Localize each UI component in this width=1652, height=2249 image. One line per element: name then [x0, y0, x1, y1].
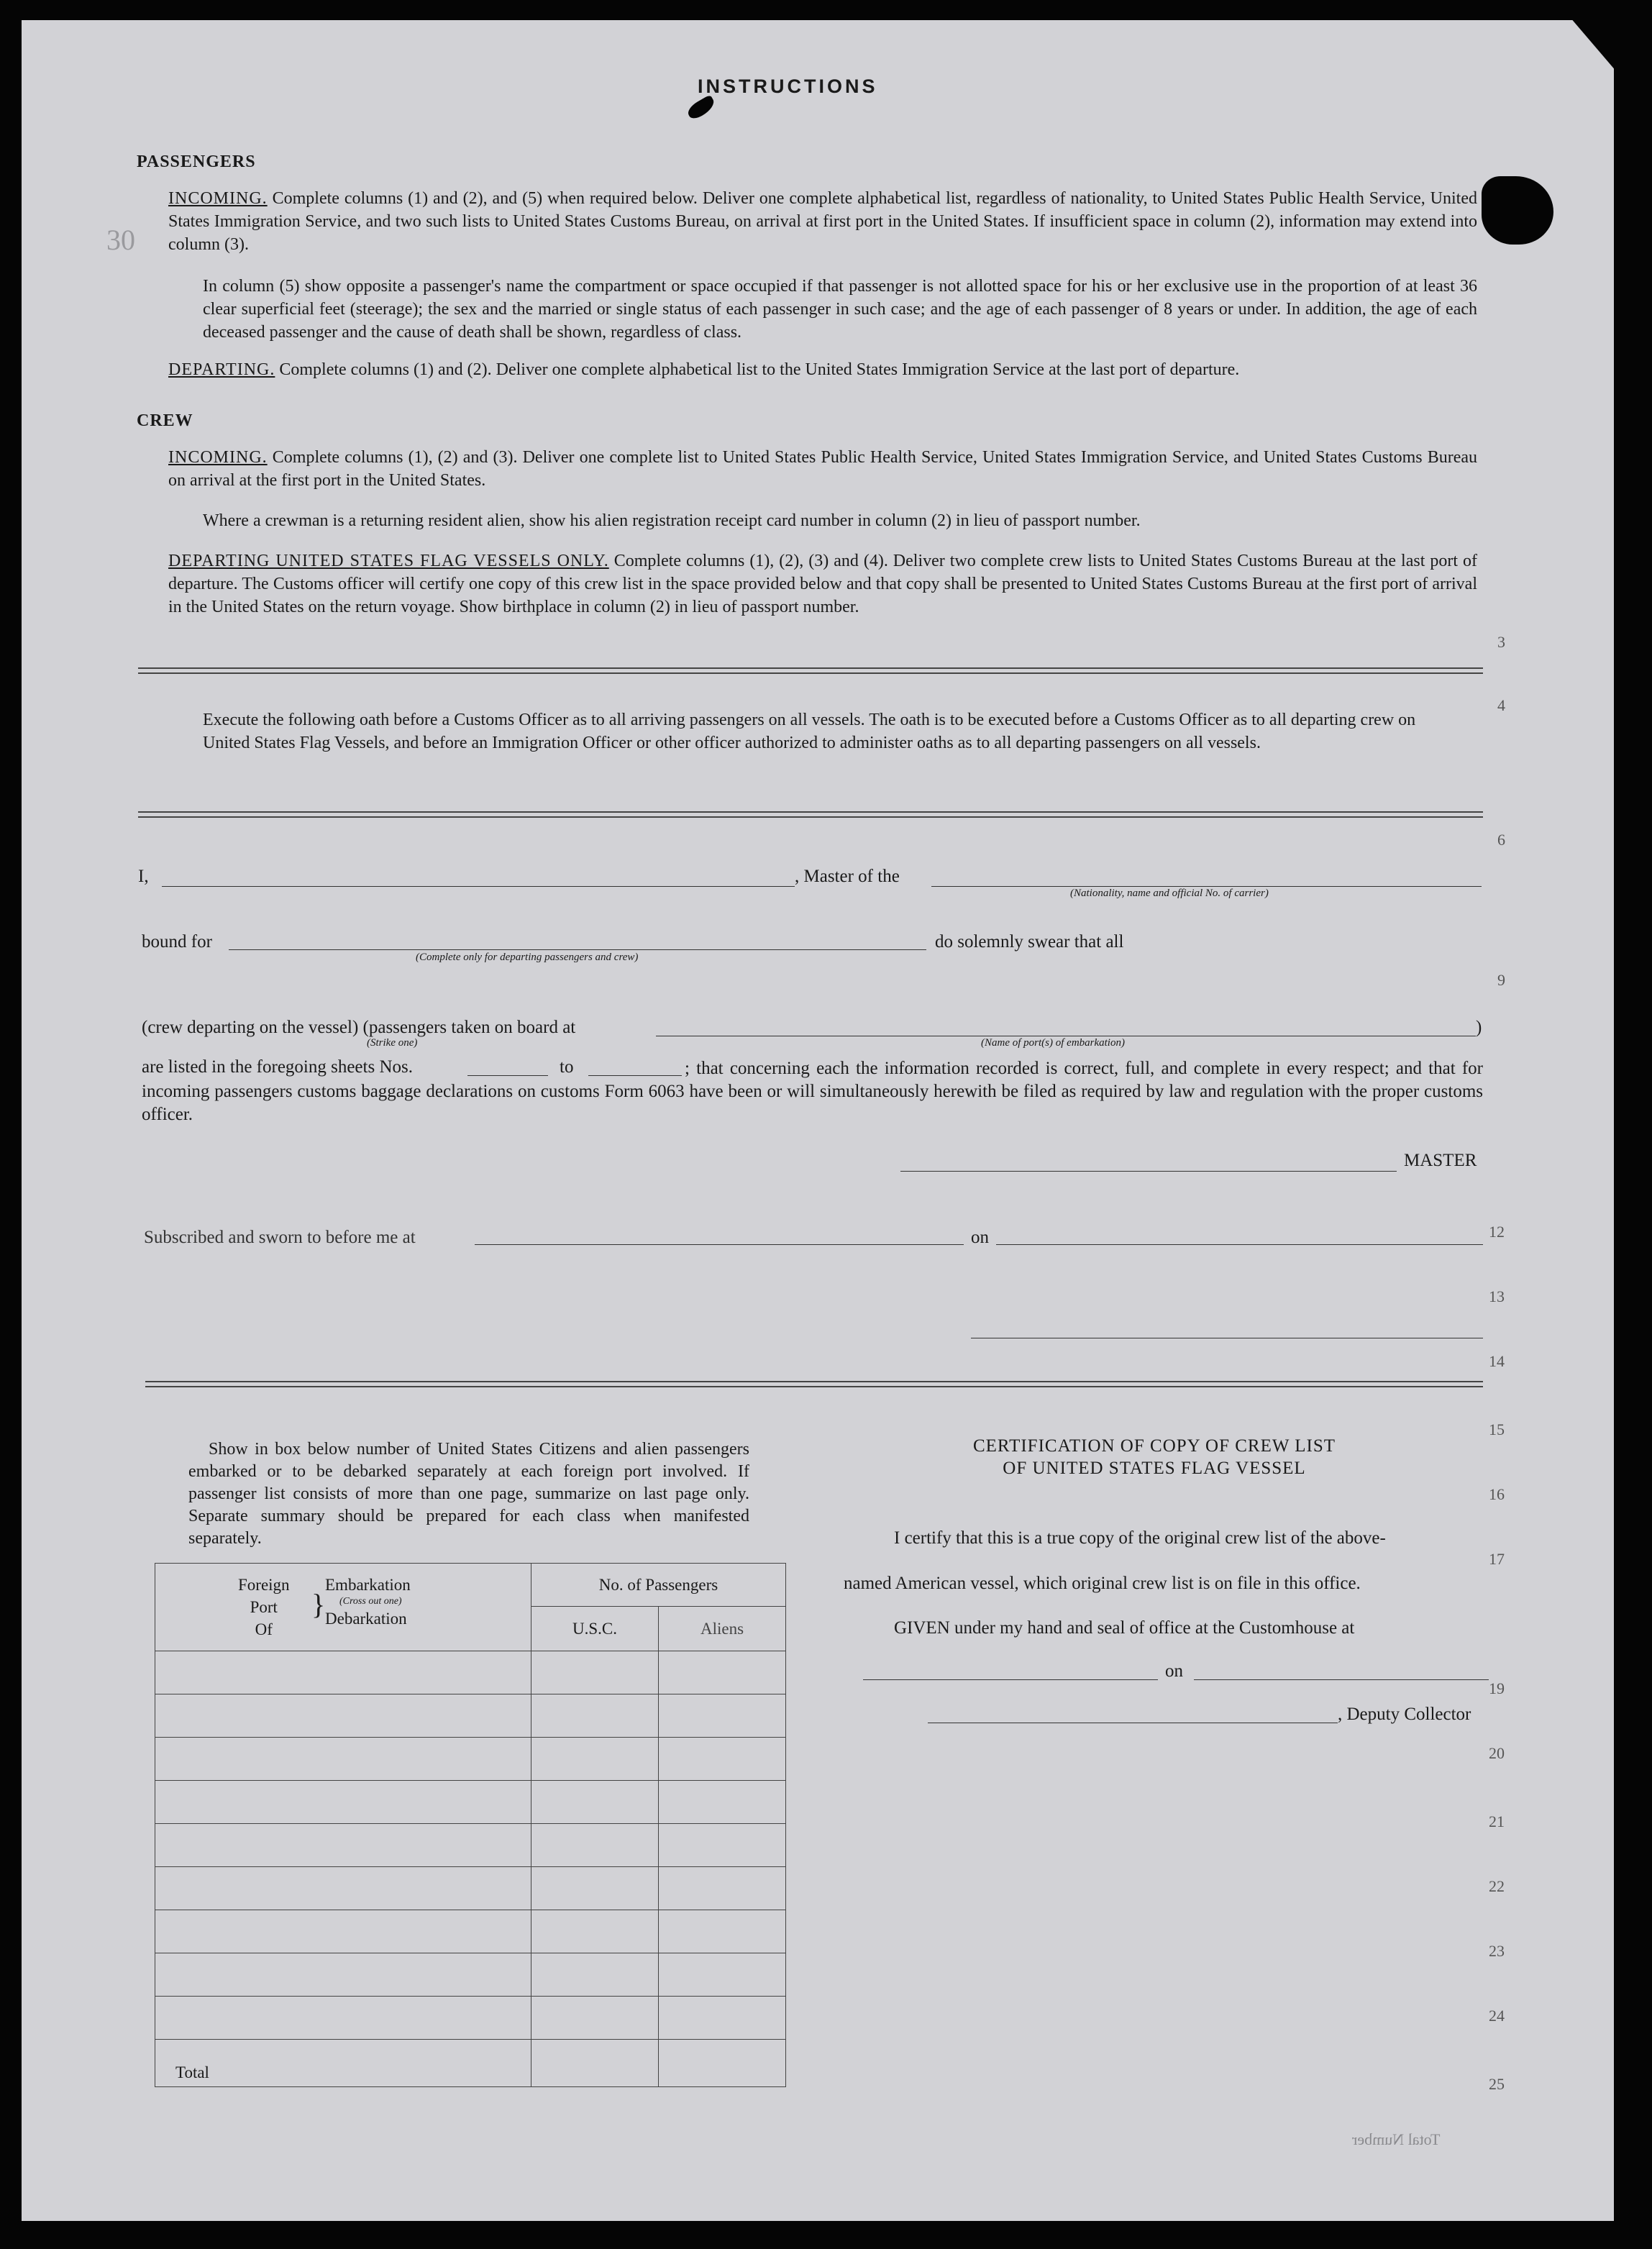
total-label: Total	[155, 2040, 531, 2087]
usc-cell[interactable]	[531, 1953, 659, 1997]
margin-number: 20	[1489, 1744, 1505, 1762]
margin-number: 4	[1497, 696, 1505, 714]
passengers-departing-label: DEPARTING.	[168, 360, 275, 379]
divider-2	[138, 811, 1483, 818]
port-cell[interactable]	[155, 1651, 531, 1694]
usc-cell[interactable]	[531, 1738, 659, 1781]
certification-heading	[849, 1435, 1460, 1479]
usc-total-cell[interactable]	[531, 2040, 659, 2087]
aliens-cell[interactable]	[659, 1824, 786, 1867]
certification-heading-line2: OF UNITED STATES FLAG VESSEL	[1003, 1459, 1306, 1478]
table-row	[155, 1997, 786, 2040]
customhouse-place-field[interactable]	[863, 1679, 1158, 1680]
deputy-collector-label: , Deputy Collector	[1338, 1705, 1471, 1724]
oath-i: I,	[138, 867, 149, 886]
usc-cell[interactable]	[531, 1824, 659, 1867]
aliens-cell[interactable]	[659, 1997, 786, 2040]
port-label: Port	[250, 1598, 278, 1616]
embarkation-label: Embarkation	[325, 1576, 411, 1594]
port-header-cell	[155, 1564, 531, 1651]
aliens-cell[interactable]	[659, 1738, 786, 1781]
table-row	[155, 1781, 786, 1824]
port-cell[interactable]	[155, 1738, 531, 1781]
certification-line1: I certify that this is a true copy of the original crew list of the above-	[894, 1528, 1386, 1548]
margin-number: 13	[1489, 1287, 1505, 1305]
table-row	[155, 1694, 786, 1738]
ink-blot-top-right	[1482, 176, 1553, 245]
total-row	[155, 2040, 786, 2087]
oath-close-paren: )	[1476, 1018, 1482, 1037]
port-cell[interactable]	[155, 1867, 531, 1910]
aliens-header: Aliens	[659, 1607, 786, 1651]
master-signature-field[interactable]	[900, 1171, 1397, 1172]
oath-listed-in: are listed in the foregoing sheets Nos.	[142, 1057, 413, 1077]
margin-number: 16	[1489, 1485, 1505, 1503]
passenger-summary-table	[155, 1563, 786, 2087]
port-cell[interactable]	[155, 1997, 531, 2040]
margin-number: 24	[1489, 2007, 1505, 2025]
port-cell[interactable]	[155, 1824, 531, 1867]
usc-cell[interactable]	[531, 1910, 659, 1953]
margin-number: 21	[1489, 1812, 1505, 1830]
oath-to: to	[560, 1057, 574, 1077]
crew-departing-label: DEPARTING UNITED STATES FLAG VESSELS ONLY.	[168, 552, 609, 570]
divider-3	[145, 1381, 1483, 1387]
aliens-total-cell[interactable]	[659, 2040, 786, 2087]
brace-icon: }	[311, 1588, 326, 1620]
margin-number: 15	[1489, 1420, 1505, 1438]
summary-instructions: Show in box below number of United States Citizens and alien passengers embarked or to be debarked separately at each foreign port involved. If passenger list consists of more than one page, summarize on last page only. Separate summary should be prepared for each class when manifested separately.	[188, 1440, 749, 1548]
oath-listed-rest: ; that concerning each the information recorded is correct, full, and complete in every respect; and that for incoming passengers customs baggage declarations on customs Form 6063 have been or will simultaneously herewith be filed as required by law and regulation with the proper customs officer.	[142, 1059, 1483, 1124]
strike-one-hint: (Strike one)	[367, 1037, 418, 1049]
oath-master-of-the: , Master of the	[795, 867, 900, 886]
passengers-departing-text: Complete columns (1) and (2). Deliver one complete alphabetical list to the United States Immigration Service at the last port of departure.	[279, 360, 1240, 379]
margin-number: 6	[1497, 831, 1505, 849]
oath-bound-for: bound for	[142, 932, 212, 952]
crew-departing-paragraph	[168, 549, 1477, 619]
certification-heading-line1: CERTIFICATION OF COPY OF CREW LIST	[972, 1436, 1336, 1456]
margin-number: 22	[1489, 1877, 1505, 1895]
margin-number: 23	[1489, 1942, 1505, 1960]
aliens-cell[interactable]	[659, 1867, 786, 1910]
no-passengers-header: No. of Passengers	[531, 1564, 786, 1607]
table-row	[155, 1824, 786, 1867]
foreign-label: Foreign	[238, 1576, 290, 1594]
margin-number: 17	[1489, 1550, 1505, 1568]
ports-hint: (Name of port(s) of embarkation)	[981, 1037, 1125, 1049]
margin-number: 9	[1497, 971, 1505, 989]
aliens-cell[interactable]	[659, 1953, 786, 1997]
certification-given: GIVEN under my hand and seal of office at the Customhouse at	[894, 1618, 1355, 1638]
port-cell[interactable]	[155, 1781, 531, 1824]
table-row	[155, 1953, 786, 1997]
crew-heading: CREW	[137, 411, 193, 430]
certification-date-field[interactable]	[1194, 1679, 1489, 1680]
margin-number: 14	[1489, 1352, 1505, 1370]
table-row	[155, 1651, 786, 1694]
cross-out-label: (Cross out one)	[339, 1596, 402, 1607]
page-title: INSTRUCTIONS	[698, 76, 878, 97]
usc-cell[interactable]	[531, 1781, 659, 1824]
crew-departing-text: Complete columns (1), (2), (3) and (4). Deliver two complete crew lists to United States Customs Bureau at the last port of departure. The Customs officer will certify one copy of this crew list in the space provided below and that copy shall be presented to United States Customs Bureau at the first port of arrival in the United States on the return voyage. Show birthplace in column (2) in lieu of passport number.	[168, 552, 1477, 616]
usc-cell[interactable]	[531, 1867, 659, 1910]
subscribed-on: on	[971, 1228, 989, 1247]
port-cell[interactable]	[155, 1910, 531, 1953]
crew-incoming-text: Complete columns (1), (2) and (3). Deliver one complete list to United States Public Health Service, United States Immigration Service, and United States Customs Bureau on arrival at the first port in the United States.	[168, 448, 1477, 490]
table-row	[155, 1738, 786, 1781]
of-label: Of	[255, 1620, 273, 1638]
aliens-cell[interactable]	[659, 1694, 786, 1738]
table-row	[155, 1910, 786, 1953]
margin-number: 12	[1489, 1223, 1505, 1241]
carrier-field[interactable]	[931, 886, 1482, 887]
oath-crew-departing: (crew departing on the vessel) (passengers taken on board at	[142, 1018, 576, 1037]
margin-number: 3	[1497, 633, 1505, 651]
aliens-cell[interactable]	[659, 1910, 786, 1953]
passengers-departing-paragraph	[168, 358, 1477, 381]
certification-line2: named American vessel, which original crew list is on file in this office.	[844, 1574, 1361, 1593]
margin-number: 19	[1489, 1679, 1505, 1697]
aliens-cell[interactable]	[659, 1651, 786, 1694]
crew-incoming-label: INCOMING.	[168, 448, 268, 467]
master-label: MASTER	[1404, 1151, 1477, 1170]
carrier-hint: (Nationality, name and official No. of carrier)	[1070, 888, 1269, 899]
subscribed-place-field[interactable]	[475, 1244, 964, 1245]
subscribed-label: Subscribed and sworn to before me at	[144, 1228, 416, 1247]
usc-cell[interactable]	[531, 1651, 659, 1694]
margin-mark-30: 30	[106, 224, 135, 256]
port-cell[interactable]	[155, 1953, 531, 1997]
passengers-incoming-text: Complete columns (1) and (2), and (5) when required below. Deliver one complete alphabetical list, regardless of nationality, to United States Public Health Service, United States Immigration Service, and two such lists to United States Customs Bureau, on arrival at first port in the United States. If insufficient space in column (2), information may extend into column (3).	[168, 189, 1477, 254]
bleed-through-total-number: Total Number	[1352, 2130, 1441, 2148]
aliens-cell[interactable]	[659, 1781, 786, 1824]
subscribed-date-field[interactable]	[996, 1244, 1483, 1245]
oath-instructions: Execute the following oath before a Customs Officer as to all arriving passengers on all vessels. The oath is to be executed before a Customs Officer as to all departing crew on United States Flag Vessels, and before an Immigration Officer or other officer authorized to administer oaths as to all departing passengers on all vessels.	[203, 711, 1416, 752]
crew-incoming-paragraph	[168, 446, 1477, 492]
bound-for-hint: (Complete only for departing passengers and crew)	[416, 952, 639, 963]
usc-cell[interactable]	[531, 1694, 659, 1738]
passengers-incoming-label: INCOMING.	[168, 189, 268, 208]
crew-resident-paragraph: Where a crewman is a returning resident alien, show his alien registration receipt card number in column (2) in lieu of passport number.	[203, 511, 1141, 530]
passengers-incoming-paragraph	[168, 187, 1477, 256]
usc-header: U.S.C.	[531, 1607, 659, 1651]
passengers-heading: PASSENGERS	[137, 152, 256, 171]
port-cell[interactable]	[155, 1694, 531, 1738]
bound-for-field[interactable]	[229, 949, 926, 950]
debarkation-label: Debarkation	[325, 1610, 407, 1628]
margin-number: 25	[1489, 2075, 1505, 2093]
divider-1	[138, 667, 1483, 674]
oath-swear: do solemnly swear that all	[935, 932, 1124, 952]
certification-on: on	[1165, 1661, 1183, 1681]
master-name-field[interactable]	[162, 886, 795, 887]
passengers-column5-paragraph: In column (5) show opposite a passenger's name the compartment or space occupied if that passenger is not allotted space for his or her exclusive use in the proportion of at least 36 clear superficial feet (steerage); the sex and the married or single status of each passenger in such case; and the age of each passenger of 8 years or under. In addition, the age of each deceased passenger and the cause of death shall be shown, regardless of class.	[203, 277, 1477, 342]
table-row	[155, 1867, 786, 1910]
usc-cell[interactable]	[531, 1997, 659, 2040]
